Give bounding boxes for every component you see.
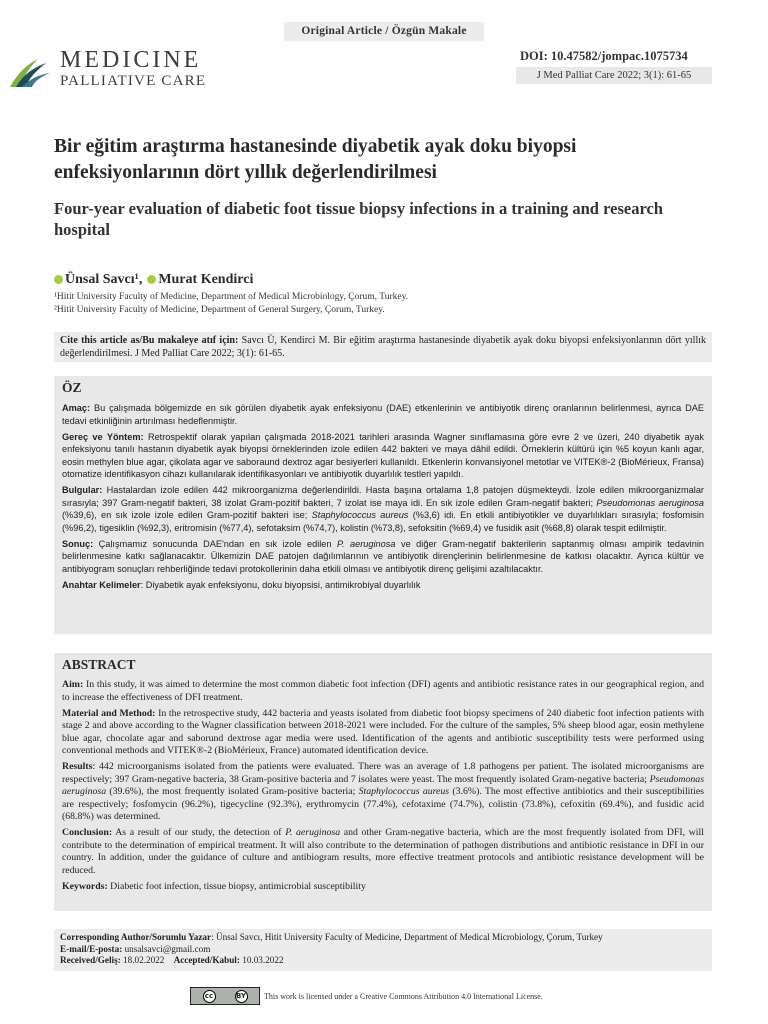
abstract-conclusion: Conclusion: As a result of our study, the detection of P. aeruginosa and other Gram-negative bacteria, which are the most frequently isolated from DFI, will contribute to the determination of empirical treatment. It will also contribute to the determination of pathogen distributions and antibiotic resistance in DFI in our country. In addition, under the guidance of culture and antibiogram results, more effective treatment protocols and antibiotic resistance development will be reduced.	[62, 827, 704, 876]
corr-author: : Ünsal Savcı, Hitit University Faculty of Medicine, Department of Medical Microbiology, Çorum, Turkey	[211, 932, 603, 942]
oz-sonuc: Sonuç: Çalışmamız sonucunda DAE'ndan en sık izole edilen P. aeruginosa ve diğer Gram-negatif bakterilerin saptanmış olması ampirik tedavinin belirlenmesine katkı sağlanacaktır. Ülkemizin DAE patojen dağılımlarının ve antibiyotik dirençlerinin belirlenmesine de katkısı olacaktır. Ayrıca kültür ve antibiyogram sonuçları rehberliğinde tedavi protokollerinin daha etkili olması ve antibiyotik direnç gelişimi azaltılacaktır.	[62, 538, 704, 574]
orcid-icon[interactable]	[54, 275, 63, 284]
oz-amac: Amaç: Bu çalışmada bölgemizde en sık görülen diyabetik ayak enfeksiyonu (DAE) etkenlerinin ve antibiyotik direnç oranlarının belirlenmesi, ayrıca DAE tedavi etkinliğinin artırılması hedeflenmiştir.	[62, 403, 704, 426]
email-label: E-mail/E-posta:	[60, 943, 123, 954]
logo-mark-icon	[8, 47, 52, 91]
abstract-keywords: Keywords: Diabetic foot infection, tissue biopsy, antimicrobial susceptibility	[62, 880, 366, 892]
oz-bulgular: Bulgular: Hastalardan izole edilen 442 mikroorganizma değerlendirildi. Hasta başına ortalama 1,8 patojen düşmekteydi. İzole edilen mikroorganizmalar sırasıyla; 397 Gram-negatif bakteri, 38 izolat Gram-pozitif bakteri, 7 izolat ise maya idi. En sık izole edilen Gram-negatif bakteri; Pseudomonas aeruginosa (%39,6), en sık izole izole edilen Gram-pozitif bakteri ise; Staphylococcus aureus (%3,6) idi. En etkili antibiyotikler ve duyarlılıkları sırasıyla; fosfomisin (%96,2), tigesiklin (%92,3), eritromisin (%77,4), sefotaksim (%74,7), kolistin (%73,8), sefoksitin (%69,4) ve fusidik asit (%68,8) olarak tespit edilmiştir.	[62, 485, 704, 533]
citation-label: Cite this article as/Bu makaleye atıf için:	[60, 335, 239, 346]
abstract-section	[54, 653, 712, 911]
license-footer	[190, 987, 543, 1005]
license-text[interactable]: This work is licensed under a Creative Commons Attribution 4.0 International License.	[264, 991, 543, 1001]
journal-reference: J Med Palliat Care 2022; 3(1): 61-65	[516, 67, 712, 84]
title-turkish: Bir eğitim araştırma hastanesinde diyabetik ayak doku biyopsi enfeksiyonlarının dört yıllık değerlendirilmesi	[54, 136, 577, 183]
oz-gerec: Gereç ve Yöntem: Retrospektif olarak yapılan çalışmada 2018-2021 tarihleri arasında Wagner sınıflamasına göre evre 2 ve üzeri, 240 diyabetik ayak enfeksiyonu tanılı hastanın diyabetik ayak biyopsi örneklerinden izole edilen 442 bakteri ve maya dâhil edildi. Örneklerin kültürü için %5 koyun kanlı agar, eosin methylen blue agar, çikolata agar ve saboraund dextroz agar besiyerleri kullanıldı. Etkenlerin konvansiyonel metotlar ve VITEK®-2 (BioMérieux, Fransa) otomatize identifikasyon cihazı kullanılarak identifikasyonları ve antibiyotik duyarlılık testleri yapıldı.	[62, 431, 704, 479]
received-label: Received/Geliş:	[60, 955, 121, 965]
affiliation: ¹Hitit University Faculty of Medicine, Department of Medical Microbiology, Çorum, Turkey.	[54, 292, 409, 302]
corr-author-label: Corresponding Author/Sorumlu Yazar	[60, 932, 212, 942]
email-link[interactable]: unsalsavci@gmail.com	[124, 943, 211, 954]
author-list	[54, 272, 253, 288]
cc-license-badge[interactable]	[190, 987, 260, 1005]
by-icon: BY	[235, 990, 248, 1003]
article-type-tag: Original Article / Özgün Makale	[284, 22, 484, 41]
affiliation: ²Hitit University Faculty of Medicine, Department of General Surgery, Çorum, Turkey.	[54, 305, 385, 315]
abstract-aim: Aim: In this study, it was aimed to determine the most common diabetic foot infection (DFI) agents and antibiotic resistance rates in our geographical region, and to increase the effectiveness of DFI treatment.	[62, 679, 704, 703]
oz-heading: ÖZ	[62, 380, 82, 395]
journal-logo	[8, 47, 206, 91]
logo-title: MEDICINE	[60, 47, 202, 73]
author-name[interactable]: Ünsal Savcı¹,	[65, 272, 143, 287]
received-date: 18.02.2022	[123, 955, 165, 965]
correspondence-box	[54, 929, 712, 971]
doi[interactable]: DOI: 10.47582/jompac.1075734	[520, 49, 688, 63]
title-english: Four-year evaluation of diabetic foot tissue biopsy infections in a training and research hospital	[54, 199, 663, 239]
orcid-icon[interactable]	[147, 275, 156, 284]
citation-box	[54, 332, 712, 362]
logo-subtitle: PALLIATIVE CARE	[60, 73, 207, 89]
accepted-label: Accepted/Kabul:	[173, 955, 240, 965]
abstract-heading: ABSTRACT	[62, 657, 136, 672]
accepted-date: 10.03.2022	[242, 955, 284, 965]
oz-section	[54, 376, 712, 634]
citation-text: Savcı Ü, Kendirci M. Bir eğitim araştırma hastanesinde diyabetik ayak doku biyopsi enfeksiyonlarının dört yıllık değerlendirilmesi. J Med Palliat Care 2022; 3(1): 61-65.	[60, 335, 707, 359]
abstract-method: Material and Method: In the retrospective study, 442 bacteria and yeasts isolated from diabetic foot biopsy specimens of 240 diabetic foot infection patients with stage 2 and above according to the Wagner classification between 2018-2021 were included. For the culture of the samples, 5% sheep blood agar, eosin methylene blue agar, chocolate agar and saborund dextrose agar media were used. Identification of the agents and antibiotic susceptibility tests were performed using conventional methods and VITEK®-2 (BioMérieux, France) automated identification device.	[62, 707, 704, 756]
cc-icon: cc	[203, 990, 216, 1003]
author-name[interactable]: Murat Kendirci	[158, 272, 254, 287]
oz-keywords: Anahtar Kelimeler: Diyabetik ayak enfeksiyonu, doku biyopsisi, antimikrobiyal duyarlılık	[62, 579, 421, 590]
abstract-results: Results: 442 microorganisms isolated from the patients were evaluated. There was an average of 1.8 pathogens per patient. The isolated microorganisms are respectively; 397 Gram-negative bacteria, 38 Gram-positive bacteria and 7 isolates were yeast. The most frequently isolated Gram-negative bacteria; Pseudomonas aeruginosa (39.6%), the most frequently isolated Gram-positive bacteria; Staphylococcus aureus (3.6%). The most effective antibiotics and their susceptibilities are respectively; fosfomycin (96.2%), tigecycline (92.3%), erythromycin (77.4%), cefotaxime (74.7%), colistin (73.8%), cefoxitin (69.4%), and fusidic acid (68.8%) was determined.	[62, 761, 705, 822]
